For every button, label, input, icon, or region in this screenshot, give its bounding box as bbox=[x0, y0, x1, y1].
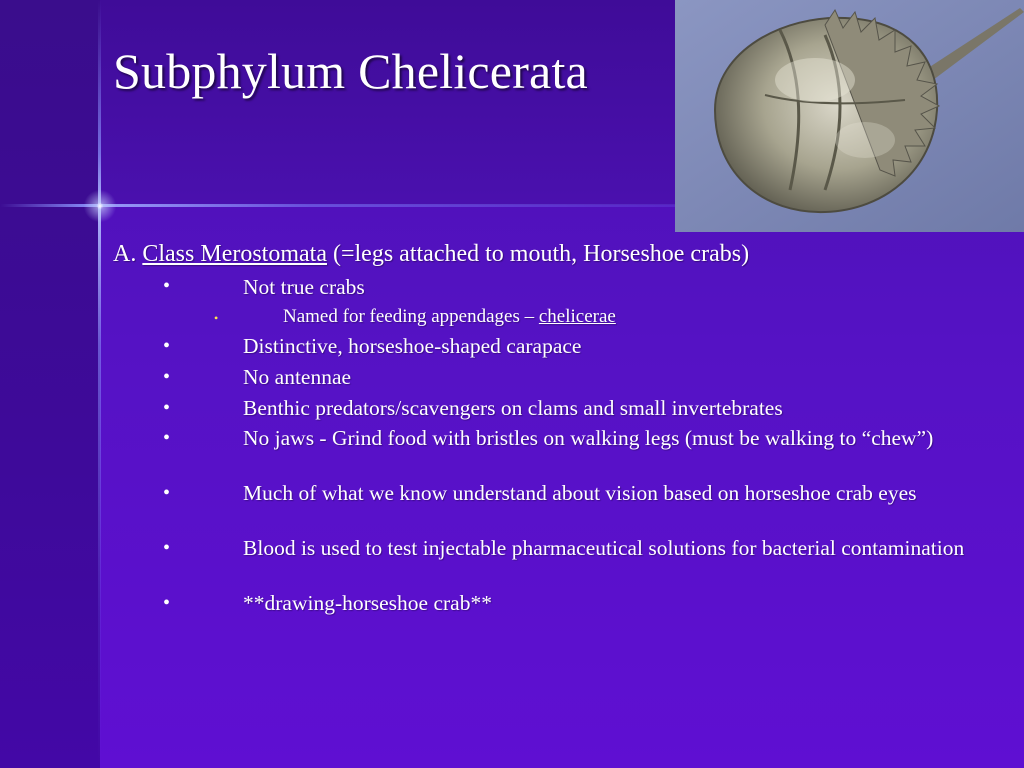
chelicerae-term: chelicerae bbox=[538, 306, 616, 327]
sub-bullet-marker: • bbox=[214, 311, 219, 325]
bullet-text: **drawing-horseshoe crab** bbox=[243, 591, 492, 615]
bullet-text: Not true crabs bbox=[243, 275, 365, 299]
bullet-text: Much of what we know understand about vision based on horseshoe crab eyes bbox=[243, 481, 917, 505]
bullet-marker: • bbox=[163, 592, 171, 614]
bullet-text: No antennae bbox=[243, 365, 352, 389]
bullet-text: Distinctive, horseshoe-shaped carapace bbox=[243, 334, 582, 358]
heading-suffix: (=legs attached to mouth, Horseshoe crabs) bbox=[326, 241, 750, 267]
bullet-marker: • bbox=[163, 335, 171, 357]
bullet-text: No jaws - Grind food with bristles on walking legs (must be walking to “chew”) bbox=[243, 426, 934, 450]
slide-title: Subphylum Chelicerata bbox=[113, 43, 588, 99]
sparkle-decoration bbox=[79, 185, 121, 227]
bullet-marker: • bbox=[163, 275, 171, 297]
sub-bullet-text bbox=[283, 306, 616, 328]
horseshoe-crab-photo bbox=[675, 0, 1024, 232]
class-heading bbox=[113, 241, 749, 268]
bullet-marker: • bbox=[163, 537, 171, 559]
heading-prefix: A. bbox=[113, 241, 143, 267]
class-merostomata-link: Class Merostomata bbox=[142, 241, 327, 267]
bullet-marker: • bbox=[163, 366, 171, 388]
horseshoe-crab-illustration bbox=[675, 0, 1024, 232]
bullet-marker: • bbox=[163, 397, 171, 419]
vertical-accent-line bbox=[98, 0, 101, 768]
bullet-text: Benthic predators/scavengers on clams and small invertebrates bbox=[243, 396, 783, 420]
left-band bbox=[0, 0, 100, 768]
bullet-marker: • bbox=[163, 482, 171, 504]
sub-bullet-prefix: Named for feeding appendages – bbox=[283, 306, 539, 327]
bullet-marker: • bbox=[163, 427, 171, 449]
bullet-text: Blood is used to test injectable pharmaceutical solutions for bacterial contamination bbox=[243, 536, 965, 560]
